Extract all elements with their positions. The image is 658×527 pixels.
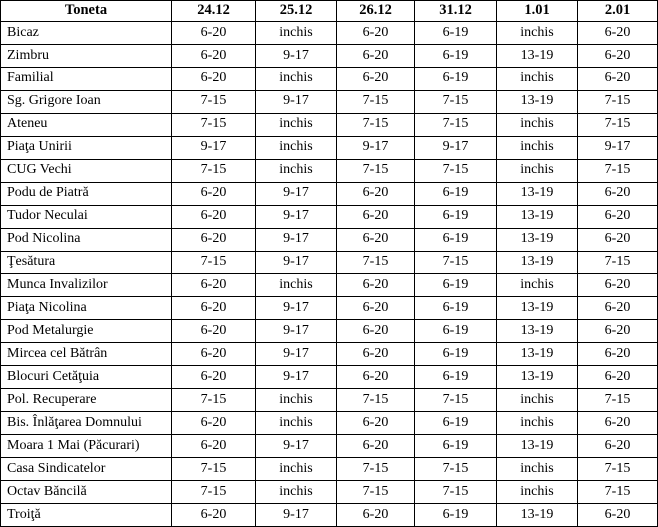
header-row [1, 1, 658, 22]
schedule-cell-hours: 7-15 [578, 389, 658, 412]
schedule-cell-hours: 6-19 [415, 22, 497, 45]
schedule-cell-hours: 6-20 [172, 182, 256, 205]
table-row [1, 159, 658, 182]
schedule-cell-hours: 7-15 [578, 481, 658, 504]
schedule-cell-hours: 6-19 [415, 343, 497, 366]
schedule-cell-hours: 9-17 [415, 136, 497, 159]
schedule-cell-hours: 6-20 [172, 44, 256, 67]
table-row [1, 435, 658, 458]
kiosk-name-cell: Octav Băncilă [1, 481, 172, 504]
schedule-cell-hours: 6-20 [578, 412, 658, 435]
table-row [1, 67, 658, 90]
schedule-cell-hours: 13-19 [497, 44, 578, 67]
schedule-cell-hours: 7-15 [337, 251, 415, 274]
schedule-cell-closed: inchis [256, 22, 337, 45]
schedule-cell-hours: 7-15 [415, 90, 497, 113]
schedule-cell-hours: 6-19 [415, 205, 497, 228]
schedule-cell-closed: inchis [256, 458, 337, 481]
schedule-cell-hours: 13-19 [497, 90, 578, 113]
table-row [1, 228, 658, 251]
schedule-cell-hours: 6-20 [578, 67, 658, 90]
kiosk-name-cell: Tudor Neculai [1, 205, 172, 228]
schedule-cell-hours: 6-20 [337, 435, 415, 458]
kiosk-name-cell: Podu de Piatră [1, 182, 172, 205]
kiosk-name-cell: Piaţa Nicolina [1, 297, 172, 320]
schedule-cell-hours: 6-20 [578, 274, 658, 297]
table-row [1, 343, 658, 366]
schedule-cell-closed: inchis [497, 159, 578, 182]
schedule-cell-closed: inchis [497, 136, 578, 159]
table-row [1, 366, 658, 389]
column-header-date: 24.12 [172, 1, 256, 22]
column-header-date: 2.01 [578, 1, 658, 22]
schedule-cell-hours: 7-15 [415, 458, 497, 481]
table-row [1, 297, 658, 320]
schedule-cell-hours: 7-15 [337, 159, 415, 182]
schedule-cell-hours: 6-20 [172, 297, 256, 320]
schedule-cell-hours: 6-20 [172, 205, 256, 228]
kiosk-name-cell: Ţesătura [1, 251, 172, 274]
schedule-cell-hours: 6-20 [172, 412, 256, 435]
schedule-cell-hours: 9-17 [256, 251, 337, 274]
schedule-cell-hours: 7-15 [415, 481, 497, 504]
schedule-cell-hours: 6-19 [415, 274, 497, 297]
table-row [1, 22, 658, 45]
schedule-cell-hours: 13-19 [497, 320, 578, 343]
schedule-cell-closed: inchis [256, 113, 337, 136]
schedule-cell-hours: 6-19 [415, 44, 497, 67]
schedule-cell-hours: 7-15 [172, 251, 256, 274]
table-row [1, 412, 658, 435]
schedule-cell-hours: 13-19 [497, 205, 578, 228]
column-header-date: 31.12 [415, 1, 497, 22]
schedule-cell-hours: 6-20 [578, 435, 658, 458]
schedule-cell-hours: 9-17 [578, 136, 658, 159]
schedule-cell-hours: 6-20 [578, 343, 658, 366]
kiosk-name-cell: Pol. Recuperare [1, 389, 172, 412]
schedule-cell-hours: 6-19 [415, 412, 497, 435]
schedule-cell-hours: 7-15 [337, 389, 415, 412]
kiosk-name-cell: Zimbru [1, 44, 172, 67]
schedule-cell-hours: 6-20 [578, 504, 658, 527]
table-row [1, 136, 658, 159]
schedule-cell-hours: 13-19 [497, 504, 578, 527]
schedule-cell-hours: 6-20 [172, 320, 256, 343]
schedule-cell-hours: 6-20 [578, 44, 658, 67]
schedule-cell-hours: 6-20 [578, 320, 658, 343]
kiosk-name-cell: Munca Invalizilor [1, 274, 172, 297]
kiosk-name-cell: Blocuri Cetăţuia [1, 366, 172, 389]
schedule-cell-hours: 9-17 [337, 136, 415, 159]
schedule-cell-hours: 6-20 [172, 228, 256, 251]
table-header [1, 1, 658, 22]
schedule-cell-hours: 6-20 [337, 297, 415, 320]
schedule-cell-hours: 9-17 [256, 504, 337, 527]
schedule-cell-hours: 9-17 [256, 90, 337, 113]
table-row [1, 182, 658, 205]
kiosk-name-cell: Troiţă [1, 504, 172, 527]
kiosk-name-cell: Bis. Înlăţarea Domnului [1, 412, 172, 435]
schedule-cell-hours: 6-20 [337, 182, 415, 205]
schedule-cell-hours: 7-15 [337, 458, 415, 481]
table-row [1, 481, 658, 504]
schedule-cell-hours: 7-15 [578, 90, 658, 113]
schedule-cell-hours: 6-20 [337, 366, 415, 389]
schedule-cell-hours: 6-20 [578, 22, 658, 45]
schedule-cell-hours: 7-15 [337, 90, 415, 113]
schedule-cell-hours: 9-17 [256, 44, 337, 67]
schedule-cell-hours: 7-15 [172, 90, 256, 113]
schedule-cell-hours: 7-15 [172, 113, 256, 136]
schedule-cell-hours: 7-15 [415, 113, 497, 136]
schedule-cell-closed: inchis [256, 412, 337, 435]
schedule-cell-hours: 6-19 [415, 504, 497, 527]
kiosk-name-cell: Pod Nicolina [1, 228, 172, 251]
schedule-cell-hours: 7-15 [578, 113, 658, 136]
kiosk-name-cell: Familial [1, 67, 172, 90]
schedule-cell-hours: 7-15 [578, 251, 658, 274]
schedule-cell-hours: 7-15 [172, 389, 256, 412]
kiosk-name-cell: Casa Sindicatelor [1, 458, 172, 481]
schedule-cell-hours: 6-20 [172, 435, 256, 458]
schedule-cell-hours: 6-20 [337, 205, 415, 228]
schedule-cell-hours: 6-19 [415, 435, 497, 458]
schedule-cell-hours: 6-20 [172, 343, 256, 366]
table-row [1, 205, 658, 228]
schedule-cell-hours: 6-19 [415, 67, 497, 90]
schedule-cell-closed: inchis [256, 274, 337, 297]
schedule-cell-hours: 6-20 [337, 44, 415, 67]
schedule-cell-hours: 9-17 [256, 366, 337, 389]
schedule-cell-closed: inchis [497, 67, 578, 90]
schedule-cell-hours: 6-20 [578, 228, 658, 251]
schedule-cell-hours: 6-19 [415, 228, 497, 251]
schedule-cell-hours: 6-20 [337, 412, 415, 435]
column-header-date: 25.12 [256, 1, 337, 22]
schedule-cell-closed: inchis [497, 458, 578, 481]
schedule-cell-hours: 6-20 [337, 343, 415, 366]
schedule-cell-hours: 13-19 [497, 251, 578, 274]
schedule-cell-closed: inchis [256, 67, 337, 90]
schedule-cell-hours: 6-20 [172, 274, 256, 297]
schedule-cell-closed: inchis [497, 412, 578, 435]
column-header-toneta: Toneta [1, 1, 172, 22]
schedule-cell-hours: 6-20 [337, 22, 415, 45]
table-row [1, 504, 658, 527]
schedule-cell-hours: 6-19 [415, 182, 497, 205]
schedule-cell-hours: 9-17 [256, 343, 337, 366]
schedule-cell-closed: inchis [497, 274, 578, 297]
schedule-cell-hours: 9-17 [172, 136, 256, 159]
schedule-cell-closed: inchis [497, 481, 578, 504]
schedule-cell-closed: inchis [497, 113, 578, 136]
schedule-cell-hours: 6-20 [337, 274, 415, 297]
schedule-cell-hours: 6-20 [578, 366, 658, 389]
kiosk-name-cell: Sg. Grigore Ioan [1, 90, 172, 113]
schedule-cell-hours: 7-15 [337, 481, 415, 504]
schedule-cell-hours: 7-15 [172, 458, 256, 481]
schedule-cell-hours: 7-15 [415, 159, 497, 182]
kiosk-name-cell: Pod Metalurgie [1, 320, 172, 343]
schedule-cell-hours: 6-19 [415, 297, 497, 320]
schedule-cell-hours: 6-20 [337, 320, 415, 343]
schedule-cell-closed: inchis [497, 22, 578, 45]
table-row [1, 320, 658, 343]
table-row [1, 113, 658, 136]
schedule-cell-hours: 6-20 [578, 205, 658, 228]
kiosk-name-cell: Ateneu [1, 113, 172, 136]
column-header-date: 1.01 [497, 1, 578, 22]
table-row [1, 458, 658, 481]
schedule-cell-hours: 9-17 [256, 228, 337, 251]
table-row [1, 251, 658, 274]
column-header-date: 26.12 [337, 1, 415, 22]
kiosk-name-cell: Bicaz [1, 22, 172, 45]
schedule-cell-hours: 6-19 [415, 320, 497, 343]
kiosk-name-cell: CUG Vechi [1, 159, 172, 182]
schedule-cell-hours: 9-17 [256, 435, 337, 458]
schedule-cell-hours: 6-20 [337, 228, 415, 251]
schedule-cell-hours: 7-15 [415, 389, 497, 412]
kiosk-name-cell: Mircea cel Bătrân [1, 343, 172, 366]
kiosk-name-cell: Piaţa Unirii [1, 136, 172, 159]
schedule-cell-hours: 13-19 [497, 366, 578, 389]
schedule-cell-hours: 9-17 [256, 297, 337, 320]
table-row [1, 389, 658, 412]
schedule-cell-hours: 13-19 [497, 343, 578, 366]
schedule-cell-closed: inchis [256, 136, 337, 159]
schedule-cell-closed: inchis [497, 389, 578, 412]
schedule-cell-hours: 7-15 [172, 481, 256, 504]
schedule-cell-closed: inchis [256, 481, 337, 504]
schedule-cell-hours: 13-19 [497, 182, 578, 205]
schedule-cell-hours: 9-17 [256, 205, 337, 228]
schedule-cell-closed: inchis [256, 389, 337, 412]
schedule-cell-hours: 6-19 [415, 366, 497, 389]
table-row [1, 44, 658, 67]
schedule-cell-hours: 7-15 [578, 159, 658, 182]
kiosk-name-cell: Moara 1 Mai (Păcurari) [1, 435, 172, 458]
schedule-cell-hours: 6-20 [337, 504, 415, 527]
table-row [1, 274, 658, 297]
schedule-cell-hours: 6-20 [578, 297, 658, 320]
schedule-cell-hours: 7-15 [415, 251, 497, 274]
schedule-cell-hours: 6-20 [172, 22, 256, 45]
schedule-cell-hours: 6-20 [337, 67, 415, 90]
schedule-cell-hours: 7-15 [578, 458, 658, 481]
schedule-cell-closed: inchis [256, 159, 337, 182]
table-body [1, 22, 658, 527]
schedule-cell-hours: 13-19 [497, 297, 578, 320]
schedule-cell-hours: 9-17 [256, 182, 337, 205]
schedule-cell-hours: 13-19 [497, 435, 578, 458]
table-row [1, 90, 658, 113]
schedule-cell-hours: 6-20 [172, 366, 256, 389]
schedule-cell-hours: 7-15 [337, 113, 415, 136]
schedule-cell-hours: 7-15 [172, 159, 256, 182]
schedule-cell-hours: 13-19 [497, 228, 578, 251]
schedule-cell-hours: 6-20 [172, 504, 256, 527]
schedule-cell-hours: 6-20 [578, 182, 658, 205]
schedule-cell-hours: 6-20 [172, 67, 256, 90]
schedule-cell-hours: 9-17 [256, 320, 337, 343]
